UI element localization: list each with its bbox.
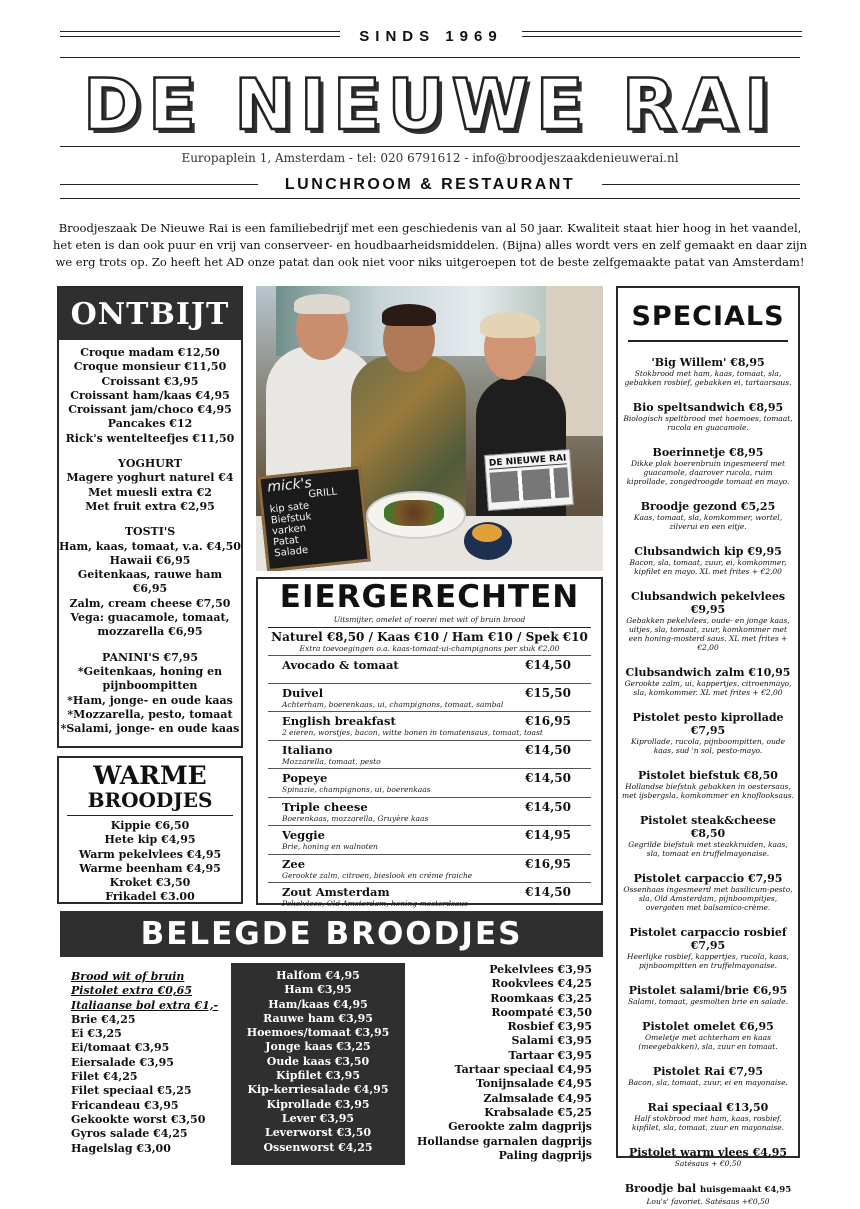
panini-item: *Geitenkaas, honing en xyxy=(77,664,223,678)
intro-text: Broodjeszaak De Nieuwe Rai is een familiebedrijf met een geschiedenis van al 50 jaar. Kwaliteit staat hier hoog in het vaandel, het eten is dan ook puur en vrij van conserveer- en houdbaarheidsmiddelen. (Bijna) alles wordt vers en zelf gemaakt en daar zijn we erg trots op. Zo heeft het AD onze patat dan ook niet voor niks uitgeroepen tot de beste zelfgemaakte patat van Amsterdam! xyxy=(53,221,807,269)
eier-item-desc: Achterham, boerenkaas, ui, champignons, tomaat, sambal xyxy=(282,699,504,709)
belegd-item: Pekelvlees €3,95 xyxy=(489,963,592,976)
special-item xyxy=(622,711,794,755)
eier-row xyxy=(268,769,591,798)
special-desc: Half stokbrood met ham, kaas, rosbief, kipfilet, sla, tomaat, zuur en mayonaise. xyxy=(631,1114,785,1132)
belegd-item: Hoemoes/tomaat €3,95 xyxy=(246,1026,390,1040)
belegd-item: Tartaar €3,95 xyxy=(508,1048,592,1062)
special-item xyxy=(622,1101,794,1132)
belegd-item: Filet €4,25 xyxy=(71,1070,138,1084)
ontbijt-section xyxy=(57,286,243,748)
eier-item-price: €14,50 xyxy=(525,658,571,672)
tagline-rule-left xyxy=(60,184,258,185)
special-name: Clubsandwich kip €9,95 xyxy=(634,545,782,558)
special-item xyxy=(622,446,794,486)
special-item xyxy=(622,926,794,970)
header-rule-left xyxy=(60,31,340,32)
belegd-item: Filet speciaal €5,25 xyxy=(71,1084,192,1098)
special-desc: Stokbrood met ham, kaas, tomaat, sla, gebakken rosbief, gebakken ei, tartaarsaus. xyxy=(624,369,792,387)
eier-item-name: Avocado & tomaat xyxy=(282,658,399,672)
special-name: Pistolet salami/brie €6,95 xyxy=(628,984,788,997)
warme-item: Kippie €6,50 xyxy=(110,819,190,832)
belegde-col-1 xyxy=(71,970,221,1156)
eier-item-name: Zout Amsterdam xyxy=(282,885,390,899)
warme-broodjes-section xyxy=(57,756,243,904)
panini-item: *Ham, jonge- en oude kaas xyxy=(67,693,233,707)
belegd-item: Lever €3,95 xyxy=(281,1111,355,1125)
eier-item-price: €14,50 xyxy=(525,799,571,814)
eier-item-name: English breakfast xyxy=(282,714,396,728)
special-name: Bio speltsandwich €8,95 xyxy=(632,401,784,414)
since-label: SINDS 1969 xyxy=(359,28,503,45)
belegd-item: Hollandse garnalen dagprijs xyxy=(416,1134,592,1148)
special-item xyxy=(622,590,794,652)
eier-row xyxy=(268,655,591,684)
ontbijt-item: Rick's wentelteefjes €11,50 xyxy=(65,431,235,445)
special-name: Pistolet carpaccio rosbief €7,95 xyxy=(629,926,787,952)
special-desc: Gerookte zalm, ui, kappertjes, citroenmayo, sla, komkommer. XL met frites + €2,00 xyxy=(624,679,792,697)
panini-item: pijnboompitten xyxy=(102,679,198,693)
eier-row xyxy=(268,883,591,912)
belegd-item: Ei €3,25 xyxy=(71,1027,122,1041)
belegd-item: Tartaar speciaal €4,95 xyxy=(454,1063,592,1077)
tosti-title: TOSTI'S xyxy=(124,525,176,539)
tagline: LUNCHROOM & RESTAURANT xyxy=(284,176,576,193)
special-name: Boerinnetje €8,95 xyxy=(652,446,764,459)
special-name: Pistolet Rai €7,95 xyxy=(652,1065,764,1078)
header-rule-right xyxy=(522,31,802,32)
yoghurt-item: Magere yoghurt naturel €4 xyxy=(66,471,234,485)
warme-item: Warme beenham €4,95 xyxy=(79,861,221,875)
panini-item: *Salami, jonge- en oude kaas xyxy=(60,722,240,736)
ontbijt-item: Pancakes €12 xyxy=(107,417,193,431)
belegd-item: Hagelslag €3,00 xyxy=(71,1141,171,1155)
restaurant-name: DE NIEUWE RAI xyxy=(82,64,778,146)
belegd-item: Kiprollade €3,95 xyxy=(266,1097,370,1111)
belegd-item: Kipfilet €3,95 xyxy=(276,1069,360,1083)
special-name: Clubsandwich pekelvlees €9,95 xyxy=(630,590,786,616)
warme-item: Hete kip €4,95 xyxy=(104,833,196,847)
bread-option: Brood wit of bruin xyxy=(71,970,185,983)
belegd-item: Roomkaas €3,25 xyxy=(490,991,592,1005)
belegd-item: Leverworst €3,50 xyxy=(264,1126,372,1140)
eier-item-price: €14,95 xyxy=(525,828,571,842)
special-desc: Dikke plak boerenbruin ingesmeerd met guacamole, daarover rucola, ruim kiprollade, zongedroogde tomaat en mayo. xyxy=(626,459,790,486)
team-photo xyxy=(256,286,603,571)
special-desc: Lou's' favoriet. Satésaus +€0,50 xyxy=(646,1197,770,1206)
board-line: Patat xyxy=(272,534,300,549)
tosti-item: Ham, kaas, tomaat, v.a. €4,50 xyxy=(59,539,241,553)
special-item xyxy=(622,666,794,697)
ontbijt-item: Croque madam €12,50 xyxy=(80,346,220,359)
eier-item-desc: Pekelvlees, Old Amsterdam, honing-mosterdsaus xyxy=(282,899,469,908)
special-item xyxy=(622,356,794,387)
special-item xyxy=(622,872,794,912)
tagline-rule-bottom xyxy=(60,198,800,199)
eier-extra: Extra toevoegingen o.a. kaas-tomaat-ui-champignons per stuk €2,00 xyxy=(299,644,560,653)
eier-item-price: €14,50 xyxy=(525,742,571,757)
header-rule-right-2 xyxy=(522,36,802,37)
belegd-item: Rookvlees €4,25 xyxy=(491,977,592,991)
special-desc: Kiprollade, rucola, pijnboompitten, oude kaas, sud 'n sol, pesto-mayo. xyxy=(630,737,786,755)
belegd-item: Gyros salade €4,25 xyxy=(71,1127,188,1141)
special-desc: Salami, tomaat, gesmolten brie en salade. xyxy=(628,997,788,1006)
warme-list xyxy=(59,819,241,905)
belegd-item: Halfom €4,95 xyxy=(276,969,360,982)
eier-item-price: €16,95 xyxy=(525,856,571,871)
eier-item-desc: Brie, honing en walnoten xyxy=(282,842,378,851)
belegd-item: Gekookte worst €3,50 xyxy=(71,1112,206,1126)
eier-base-prices: Naturel €8,50 / Kaas €10 / Ham €10 / Spek €10 xyxy=(271,630,588,644)
contact-line: Europaplein 1, Amsterdam - tel: 020 6791612 - info@broodjeszaakdenieuwerai.nl xyxy=(181,151,679,165)
person-middle-hair xyxy=(382,304,436,326)
bread-option: Pistolet extra €0,65 xyxy=(71,984,192,998)
eier-row xyxy=(268,798,591,827)
special-name: Pistolet omelet €6,95 xyxy=(642,1020,774,1033)
belegd-item: Ham €3,95 xyxy=(284,983,352,997)
warme-item: Kroket €3,50 xyxy=(109,876,191,890)
eier-item-desc: Spinazie, champignons, ui, boerenkaas xyxy=(282,785,431,794)
specials-section xyxy=(616,286,800,1206)
tosti-item: Geitenkaas, rauwe ham €6,95 xyxy=(77,568,223,596)
panini-title: PANINI'S €7,95 xyxy=(102,650,198,664)
title-rule-bottom xyxy=(60,146,800,147)
special-name: 'Big Willem' €8,95 xyxy=(651,356,765,369)
tosti-item: Hawaii €6,95 xyxy=(109,553,191,567)
eier-item-desc: 2 eieren, worstjes, bacon, witte bonen in tomatensaus, tomaat, toast xyxy=(282,728,543,737)
special-desc: Hollandse biefstuk gebakken in oestersaus, met ijsbergsla, komkommer en knoflooksaus. xyxy=(622,782,795,800)
tosti-item: Zalm, cream cheese €7,50 xyxy=(69,596,231,610)
eier-item-price: €14,50 xyxy=(525,771,571,785)
belegd-item: Ei/tomaat €3,95 xyxy=(71,1041,170,1055)
title-rule-top xyxy=(60,57,800,58)
person-right-hair xyxy=(480,312,540,338)
food xyxy=(384,500,444,526)
belegd-item: Tonijnsalade €4,95 xyxy=(475,1077,592,1091)
special-name: Broodje bal xyxy=(624,1182,697,1195)
eier-row xyxy=(268,826,591,855)
eier-item-price: €16,95 xyxy=(525,714,571,728)
special-desc: Biologisch speltbrood met hoemoes, tomaat, rucola en guacamole. xyxy=(623,414,793,432)
special-item xyxy=(622,545,794,576)
yoghurt-item: Met fruit extra €2,95 xyxy=(85,499,215,513)
eier-list xyxy=(268,655,591,912)
special-desc: Satésaus + €0,50 xyxy=(674,1159,742,1168)
board-line: Salade xyxy=(273,544,309,560)
board-line: Biefstuk xyxy=(270,511,312,527)
belegd-item: Gerookte zalm dagprijs xyxy=(448,1120,592,1134)
warme-item: Frikadel €3.00 xyxy=(105,890,195,904)
tosti-item: Vega: guacamole, tomaat, xyxy=(70,611,230,625)
special-name-extra: huisgemaakt €4,95 xyxy=(699,1185,792,1195)
belegd-item: Jonge kaas €3,25 xyxy=(265,1040,371,1054)
ontbijt-title: ONTBIJT xyxy=(59,288,241,340)
special-name: Clubsandwich zalm €10,95 xyxy=(625,666,791,679)
special-item xyxy=(622,1146,794,1168)
newspaper-title: DE NIEUWE RAI xyxy=(488,453,567,469)
belegd-item: Roompaté €3,50 xyxy=(491,1005,592,1019)
specials-list xyxy=(622,356,794,1206)
specials-title: SPECIALS xyxy=(631,301,785,332)
belegd-item: Oude kaas €3,50 xyxy=(266,1054,370,1068)
belegde-title: BELEGDE BROODJES xyxy=(60,911,603,957)
special-desc: Gegrilde biefstuk met steakkruiden, kaas, sla, tomaat en truffelmayonaise. xyxy=(628,840,788,858)
belegd-item: Krabsalade €5,25 xyxy=(484,1105,592,1119)
eier-row xyxy=(268,741,591,770)
warme-title-2: BROODJES xyxy=(87,788,213,812)
belegd-item: Eiersalade €3,95 xyxy=(71,1055,174,1069)
belegd-item: Ham/kaas €4,95 xyxy=(268,997,368,1011)
special-name: Pistolet pesto kiprollade €7,95 xyxy=(632,711,784,737)
special-item xyxy=(622,814,794,858)
fries xyxy=(472,524,502,542)
special-name: Rai speciaal €13,50 xyxy=(647,1101,769,1114)
ontbijt-item: Croque monsieur €11,50 xyxy=(73,360,227,374)
yoghurt-item: Met muesli extra €2 xyxy=(88,485,212,499)
eier-item-name: Triple cheese xyxy=(282,799,368,814)
belegde-col-3 xyxy=(412,963,592,1163)
special-desc: Gebakken pekelvlees, oude- en jonge kaas, uitjes, sla, tomaat, zuur, komkommer met een honing-mosterd saus. XL met frites + €2,00 xyxy=(626,616,790,652)
newspaper xyxy=(484,449,574,511)
board-line: GRILL xyxy=(307,486,338,501)
special-item xyxy=(622,1065,794,1087)
chalk-board xyxy=(257,466,370,571)
special-desc: Kaas, tomaat, sla, komkommer, wortel, zilverui en een eitje. xyxy=(633,513,783,531)
ontbijt-item: Croissant jam/choco €4,95 xyxy=(68,403,232,417)
special-item xyxy=(622,984,794,1006)
tosti-item: mozzarella €6,95 xyxy=(97,625,203,639)
special-name: Broodje gezond €5,25 xyxy=(640,500,776,513)
board-line: kip sate xyxy=(269,500,310,516)
special-desc: Omeletje met achterham en kaas (meegebakken), sla, zuur en tomaat. xyxy=(638,1033,778,1051)
belegd-item: Zalmsalade €4,95 xyxy=(483,1091,592,1105)
special-desc: Heerlijke rosbief, kappertjes, rucola, kaas, pijnboompitten en truffelmayonaise. xyxy=(627,952,789,970)
special-name: Pistolet steak&cheese €8,50 xyxy=(640,814,776,840)
warme-item: Warm pekelvlees €4,95 xyxy=(78,847,222,861)
special-item xyxy=(622,401,794,432)
person-left-hair xyxy=(294,294,350,314)
board-line: varken xyxy=(271,522,307,538)
special-item xyxy=(622,1182,794,1206)
eier-item-name: Duivel xyxy=(282,685,324,700)
eier-row xyxy=(268,712,591,741)
belegd-item: Brie €4,25 xyxy=(71,1012,136,1026)
eier-row xyxy=(268,684,591,713)
eier-item-price: €15,50 xyxy=(525,685,571,700)
ontbijt-item: Croissant ham/kaas €4,95 xyxy=(70,388,230,402)
belegd-item: Fricandeau €3,95 xyxy=(71,1098,179,1112)
belegd-item: Paling dagprijs xyxy=(498,1148,592,1162)
bread-option: Italiaanse bol extra €1,- xyxy=(71,998,219,1012)
special-name: Pistolet warm vlees €4,95 xyxy=(628,1146,788,1159)
eier-item-desc: Gerookte zalm, citroen, bieslook en créme fraiche xyxy=(282,870,473,880)
eier-title: EIERGERECHTEN xyxy=(279,579,580,615)
warme-title-1: WARME xyxy=(93,761,207,790)
belegd-item: Salami €3,95 xyxy=(511,1034,592,1048)
eier-item-desc: Mozzarella, tomaat, pesto xyxy=(282,756,381,766)
header-rule-left-2 xyxy=(60,36,340,37)
special-name: Pistolet carpaccio €7,95 xyxy=(633,872,783,885)
eier-item-name: Zee xyxy=(282,856,306,871)
eier-subtitle: Uitsmijter, omelet of roerei met wit of bruin brood xyxy=(333,615,526,624)
eier-item-price: €14,50 xyxy=(525,885,571,899)
belegd-item: Rosbief €3,95 xyxy=(507,1020,592,1034)
special-item xyxy=(622,1020,794,1051)
eier-item-name: Veggie xyxy=(282,828,325,842)
panini-item: *Mozzarella, pesto, tomaat xyxy=(67,707,233,721)
eier-item-desc: Boerenkaas, mozzarella, Gruyère kaas xyxy=(282,813,429,823)
special-item xyxy=(622,500,794,531)
tagline-rule-right xyxy=(602,184,800,185)
belegd-item: Kip-kerriesalade €4,95 xyxy=(247,1083,389,1097)
belegde-col-2 xyxy=(231,963,405,1165)
belegd-item: Rauwe ham €3,95 xyxy=(263,1011,373,1025)
ontbijt-item: Croissant €3,95 xyxy=(101,374,199,388)
yoghurt-title: YOGHURT xyxy=(118,457,182,471)
special-name: Pistolet biefstuk €8,50 xyxy=(638,769,778,782)
special-desc: Ossenhaas ingesmeerd met basilicum-pesto, sla, Old Amsterdam, pijnboompitjes, overgoten met balsamico-crème. xyxy=(623,885,793,912)
belegd-item: Ossenworst €4,25 xyxy=(263,1140,373,1154)
special-desc: Bacon, sla, tomaat, zuur, ei, komkommer, kipfilet en mayo. XL met frites + €2,00 xyxy=(629,558,787,576)
newspaper-pictures xyxy=(489,467,569,502)
board-line: mick's xyxy=(266,475,313,496)
ontbijt-list xyxy=(59,346,241,736)
eier-item-name: Italiano xyxy=(282,742,333,757)
special-item xyxy=(622,769,794,800)
special-desc: Bacon, sla, tomaat, zuur, ei en mayonaise. xyxy=(628,1078,788,1087)
eier-item-name: Popeye xyxy=(282,771,328,785)
eiergerechten-section xyxy=(256,577,603,908)
eier-row xyxy=(268,855,591,884)
